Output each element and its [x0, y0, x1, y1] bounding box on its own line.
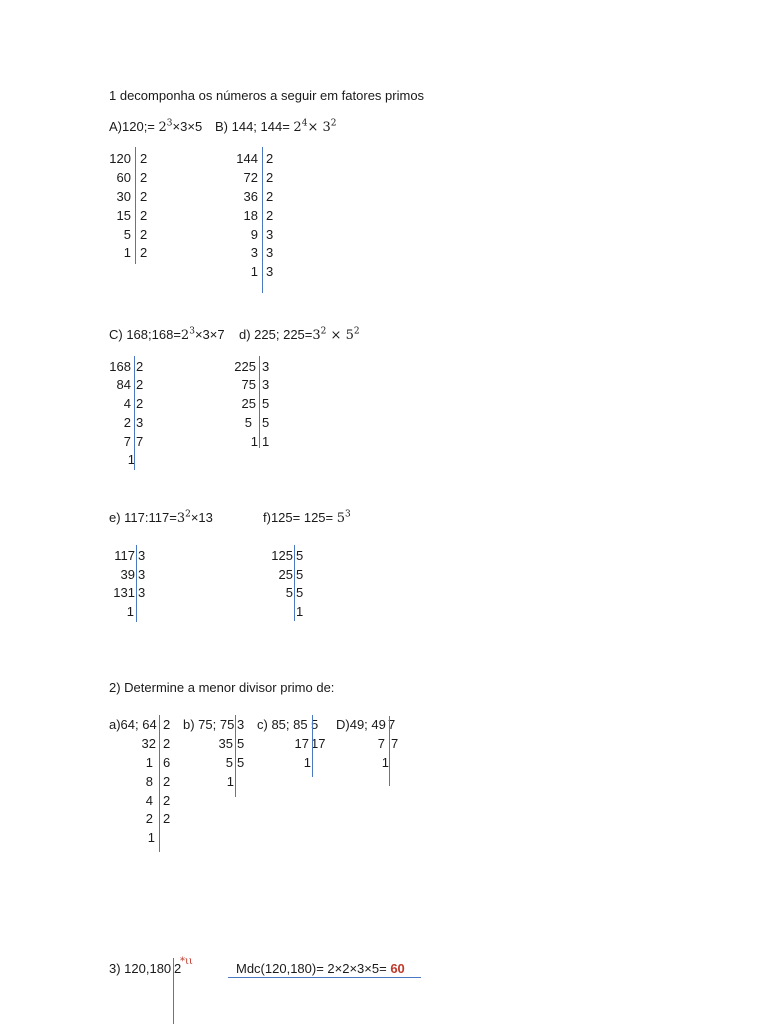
q1-b-header: B) 144; $144= 2^4\times 3^2$	[215, 118, 337, 135]
q2-d-label: D)49; 49	[336, 717, 386, 732]
dividend: 5	[244, 415, 252, 430]
dividend: 72	[243, 170, 258, 185]
q2-c-label: c) 85; 85	[257, 717, 308, 732]
dividend: 5	[225, 755, 233, 770]
factor: 2	[266, 151, 274, 166]
factor: 2	[140, 208, 148, 223]
dividend: 3	[250, 245, 258, 260]
dividend: 1	[250, 434, 258, 449]
dividend: 84	[116, 377, 131, 392]
factor: 2	[140, 170, 148, 185]
dividend: 2	[145, 811, 153, 826]
factor: 2	[266, 170, 274, 185]
factor: 6	[163, 755, 171, 770]
dividend: 15	[116, 208, 131, 223]
dividend: 1	[147, 830, 155, 845]
dividend: 8	[145, 774, 153, 789]
dividend: 2	[123, 415, 131, 430]
dividend: 25	[278, 567, 293, 582]
factor: 7	[388, 717, 396, 732]
factor: 3	[138, 585, 146, 600]
factor: 3	[266, 245, 274, 260]
division-line	[294, 545, 295, 621]
dividend: 125	[271, 548, 293, 563]
dividend: 17	[294, 736, 309, 751]
factor: 5	[296, 567, 304, 582]
factor: 2	[140, 227, 148, 242]
factor: 2	[140, 189, 148, 204]
dividend: 25	[241, 396, 256, 411]
factor: 5	[262, 396, 270, 411]
factor: 2	[174, 961, 182, 976]
factor: 3	[266, 264, 274, 279]
dividend: 1	[145, 755, 153, 770]
factor: 2	[140, 151, 148, 166]
q1-e-header: e) $117:117=3^2\times 13$	[109, 509, 213, 526]
factor: 5	[237, 755, 245, 770]
factor: 2	[136, 359, 144, 374]
factor: 1	[296, 604, 304, 619]
q2-title: 2) Determine a menor divisor primo de:	[109, 680, 335, 695]
dividend: 1	[226, 774, 234, 789]
q1-d-header: d) 225; $225=3^2 \times 5^2$	[239, 326, 360, 343]
factor: 2	[140, 245, 148, 260]
factor: 1	[262, 434, 270, 449]
factor: 7	[391, 736, 399, 751]
dividend: 120	[109, 151, 131, 166]
division-line	[173, 958, 174, 1024]
q1-f-header: $f)125= 125= 5^3$	[263, 509, 351, 526]
factor: 5	[311, 717, 319, 732]
dividend: 1	[126, 604, 134, 619]
dividend: 30	[116, 189, 131, 204]
division-line	[259, 356, 260, 448]
division-line	[262, 147, 263, 293]
mdc-expression: Mdc(120,180)= 2×2×3×5= 60	[236, 961, 405, 976]
underline	[228, 977, 421, 978]
factor: 2	[266, 208, 274, 223]
factor: 3	[266, 227, 274, 242]
q1-c-header: C) $168;168=2^3\times 3\times 7$	[109, 326, 225, 343]
factor: 2	[136, 377, 144, 392]
factor: 3	[136, 415, 144, 430]
dividend: 35	[218, 736, 233, 751]
dividend: 131	[113, 585, 135, 600]
dividend: 1	[123, 245, 131, 260]
factor: 2	[163, 774, 171, 789]
factor: 3	[138, 567, 146, 582]
division-line	[159, 715, 160, 852]
mdc-result: 60	[390, 961, 405, 976]
q1-a-header: A)120;= $2^3\times 3\times 5$	[109, 118, 203, 135]
q2-a-label: a)64; 64	[109, 717, 157, 732]
dividend: 7	[123, 434, 131, 449]
factor: 3	[237, 717, 245, 732]
division-line	[312, 715, 313, 777]
dividend: 7	[377, 736, 385, 751]
factor: 7	[136, 434, 144, 449]
factor: 2	[163, 717, 171, 732]
dividend: 75	[241, 377, 256, 392]
dividend: 18	[243, 208, 258, 223]
dividend: 5	[123, 227, 131, 242]
division-line	[136, 545, 137, 622]
dividend: 5	[285, 585, 293, 600]
factor: 2	[136, 396, 144, 411]
factor: 5	[237, 736, 245, 751]
division-line	[134, 356, 135, 470]
factor: 17	[311, 736, 326, 751]
factor: 5	[296, 548, 304, 563]
dividend: 4	[145, 793, 153, 808]
dividend: 168	[109, 359, 131, 374]
dividend: 39	[120, 567, 135, 582]
handwritten-mark: *ιι	[180, 956, 193, 967]
dividend: 4	[123, 396, 131, 411]
dividend: 1	[381, 755, 389, 770]
factor: 2	[266, 189, 274, 204]
dividend: 225	[234, 359, 256, 374]
q3-label: 3) 120,180	[109, 961, 172, 976]
dividend: 32	[141, 736, 156, 751]
factor: 5	[262, 415, 270, 430]
dividend: 144	[236, 151, 258, 166]
factor: 2	[163, 811, 171, 826]
dividend: 60	[116, 170, 131, 185]
division-line	[135, 147, 136, 264]
dividend: 1	[250, 264, 258, 279]
dividend: 117	[114, 548, 135, 563]
dividend: 36	[243, 189, 258, 204]
division-line	[389, 716, 390, 786]
factor: 2	[163, 793, 171, 808]
q1-title: 1 decomponha os números a seguir em fatores primos	[109, 88, 425, 103]
dividend: 1	[303, 755, 311, 770]
q2-b-label: b) 75; 75	[183, 717, 235, 732]
division-line	[235, 715, 236, 797]
factor: 2	[163, 736, 171, 751]
factor: 3	[262, 377, 270, 392]
dividend: 9	[250, 227, 258, 242]
factor: 3	[138, 548, 146, 563]
factor: 5	[296, 585, 304, 600]
factor: 3	[262, 359, 270, 374]
dividend: 1	[127, 452, 135, 467]
